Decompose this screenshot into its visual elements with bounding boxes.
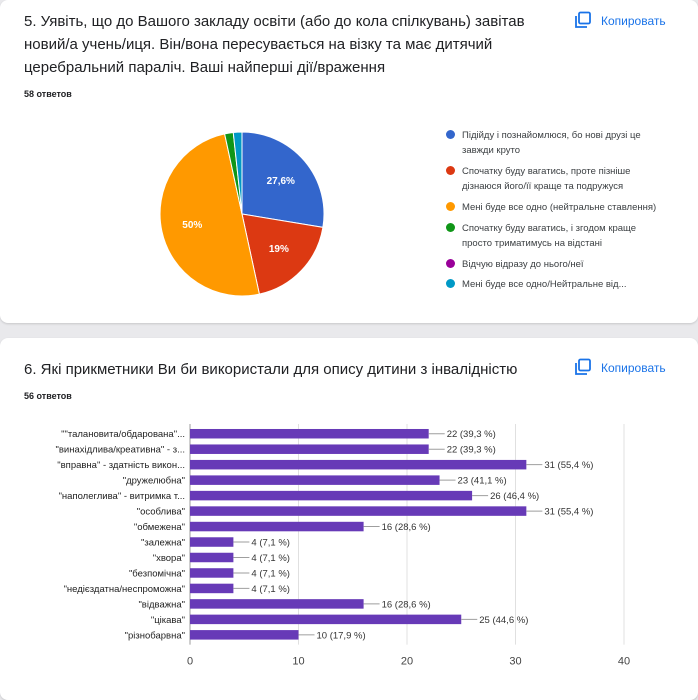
question-6-card (0, 338, 698, 700)
legend-label: Спочатку буду вагатись, і згодом краще просто триматимусь на відстані (462, 223, 637, 249)
question-5-copy-label: Копировать (601, 13, 666, 28)
category-label: "різнобарвна" (124, 630, 185, 642)
pie-legend (446, 128, 661, 292)
bar (190, 553, 233, 563)
pie-data-label: 19% (268, 244, 289, 256)
question-5-card (0, 0, 698, 323)
x-tick-label: 30 (509, 655, 522, 668)
bar (190, 429, 429, 439)
bar (190, 615, 461, 625)
question-6-title: 6. Які прикметники Ви би використали для опису дитини з інвалідністю (24, 361, 518, 378)
bar-data-label: 25 (44,6 %) (479, 614, 529, 626)
bar-data-label: 4 (7,1 %) (251, 537, 290, 549)
pie-legend-item (446, 164, 661, 194)
category-label: "наполеглива" - витримка т... (58, 491, 185, 503)
category-label: "залежна" (141, 537, 185, 549)
pie-legend-item (446, 128, 661, 158)
bar (190, 568, 233, 578)
category-label: "вправна" - здатність викон... (57, 460, 185, 472)
category-label: "особлива" (136, 506, 185, 518)
legend-label: Мені буде все одно/Нейтральне від... (462, 279, 627, 290)
category-label: "відважна" (138, 599, 185, 611)
bar (190, 475, 440, 485)
x-tick-label: 20 (400, 655, 414, 668)
category-label: "безпомічна" (128, 568, 185, 580)
category-label: "обмежена" (133, 522, 185, 534)
pie-data-label: 50% (182, 219, 203, 231)
category-label: ""талановита/обдарована"... (61, 429, 185, 441)
pie-legend-item (446, 221, 661, 251)
legend-label: Підійду і познайомлюся, бо нові друзі це завжди круто (462, 130, 641, 156)
bar (190, 537, 233, 547)
bar-data-label: 16 (28,6 %) (381, 599, 431, 611)
bar-data-label: 16 (28,6 %) (381, 522, 431, 534)
question-6-copy-label: Копировать (601, 360, 666, 375)
legend-swatch (446, 202, 455, 211)
bar (190, 491, 472, 501)
bar-data-label: 31 (55,4 %) (544, 506, 594, 518)
legend-label: Мені буде все одно (нейтральне ставлення) (462, 202, 657, 213)
pie-legend-item (446, 200, 661, 215)
question-6-response-count: 56 ответов (24, 391, 72, 401)
bar (190, 630, 299, 640)
bar (190, 444, 429, 454)
bar-data-label: 22 (39,3 %) (446, 429, 496, 441)
legend-swatch (446, 259, 455, 268)
question-5-title: 5. Уявіть, що до Вашого закладу освіти (або до кола спілкувань) завітав новий/а учень/иця. Він/вона пересувається на візку та має дитячий церебральний параліч. Ваші найперші дії/враження (24, 13, 525, 76)
bar-data-label: 4 (7,1 %) (251, 583, 290, 595)
bar (190, 506, 526, 516)
bar-data-label: 4 (7,1 %) (251, 552, 290, 564)
category-label: "дружелюбна" (122, 475, 185, 487)
category-label: "винахідлива/креативна" - з... (55, 444, 185, 456)
bar (190, 584, 233, 594)
pie-legend-item (446, 257, 661, 272)
category-label: "цікава" (150, 614, 185, 626)
bar-data-label: 22 (39,3 %) (446, 444, 496, 456)
x-tick-label: 40 (617, 655, 631, 668)
bar-data-label: 4 (7,1 %) (251, 568, 290, 580)
bar-data-label: 26 (46,4 %) (490, 491, 540, 503)
bar (190, 460, 526, 470)
x-tick-label: 0 (186, 655, 194, 668)
legend-label: Відчую відразу до нього/неї (462, 259, 584, 270)
bar-data-label: 23 (41,1 %) (457, 475, 507, 487)
legend-swatch (446, 166, 455, 175)
bar (190, 599, 364, 609)
bar (190, 522, 364, 532)
pie-legend-item (446, 277, 661, 292)
bar-chart (0, 338, 698, 700)
category-label: "недієздатна/неспроможна" (63, 583, 185, 595)
legend-swatch (446, 279, 455, 288)
bar-data-label: 31 (55,4 %) (544, 460, 594, 472)
bar-data-label: 10 (17,9 %) (316, 630, 366, 642)
legend-swatch (446, 130, 455, 139)
legend-label: Спочатку буду вагатись, проте пізніше дізнаюся його/її краще та подружуся (462, 166, 631, 192)
question-5-response-count: 58 ответов (24, 89, 72, 99)
pie-data-label: 27,6% (266, 176, 295, 188)
category-label: "хвора" (152, 552, 185, 564)
legend-swatch (446, 223, 455, 232)
x-tick-label: 10 (292, 655, 305, 668)
